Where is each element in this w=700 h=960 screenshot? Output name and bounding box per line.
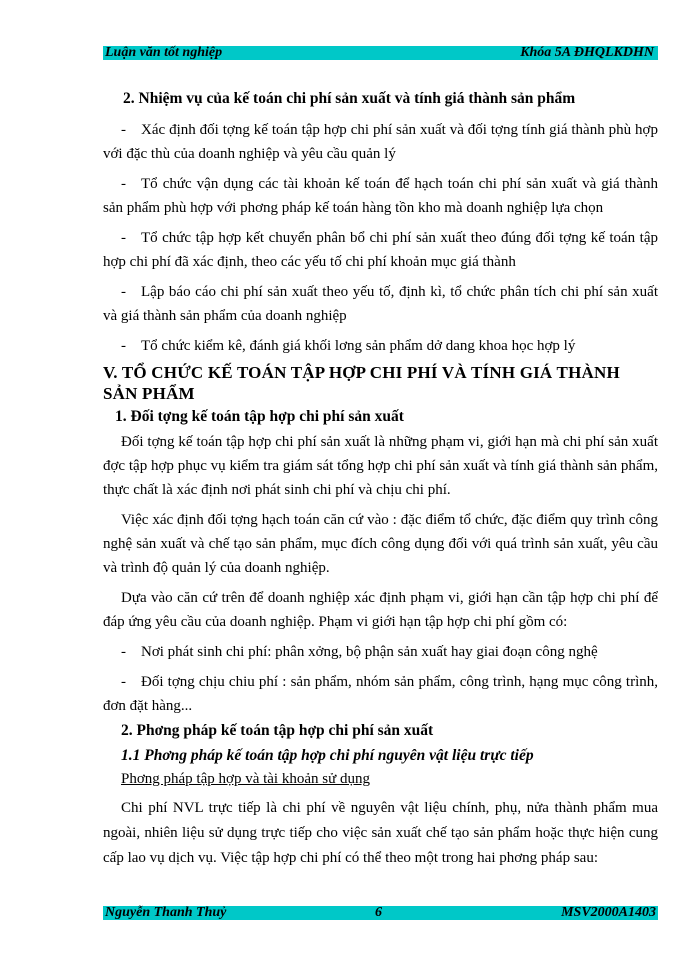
paragraph: Dựa vào căn cứ trên để doanh nghiệp xác định phạm vi, giới hạn cần tập hợp chi phí để đáp ứng yêu cầu của doanh nghiệp. Phạm vi giới hạn tập hợp chi phí gồm có: xyxy=(103,590,658,630)
heading-sub-2: 2. Phơng pháp kế toán tập hợp chi phí sản xuất xyxy=(121,722,434,739)
heading-sub-2-1: 1.1 Phơng pháp kế toán tập hợp chi phí nguyên vật liệu trực tiếp xyxy=(121,747,534,764)
underlined-title: Phơng pháp tập hợp và tài khoản sử dụng xyxy=(121,771,370,787)
bullet-item: - Tổ chức vận dụng các tài khoản kế toán để hạch toán chi phí sản xuất và giá thành sản phẩm phù hợp với phơng pháp kế toán hàng tồn kho mà doanh nghiệp lựa chọn xyxy=(103,172,658,220)
heading-chapter-v: V. TỔ CHỨC KẾ TOÁN TẬP HỢP CHI PHÍ VÀ TÍNH GIÁ THÀNH SẢN PHẨM xyxy=(103,363,620,403)
page-footer xyxy=(103,906,658,920)
footer-author: Nguyễn Thanh Thuỷ xyxy=(105,905,227,920)
bullet-item: - Xác định đối tợng kế toán tập hợp chi phí sản xuất và đối tợng tính giá thành phù hợp với đặc thù của doanh nghiệp và yêu cầu quản lý xyxy=(103,118,658,166)
bullet-item: - Tổ chức tập hợp kết chuyển phân bổ chi phí sản xuất theo đúng đối tợng kế toán tập hợp chi phí đã xác định, theo các yếu tố chi phí khoản mục giá thành xyxy=(103,226,658,274)
bullet-mark: - xyxy=(121,230,126,246)
bullet-mark: - xyxy=(121,674,126,690)
bullet-item: - Lập báo cáo chi phí sản xuất theo yếu tố, định kì, tổ chức phân tích chi phí sản xuất và giá thành sản phẩm của doanh nghiệp xyxy=(103,280,658,328)
footer-code: MSV2000A1403 xyxy=(561,905,656,920)
bullet-mark: - xyxy=(121,176,126,192)
heading-sub-1: 1. Đối tợng kế toán tập hợp chi phí sản xuất xyxy=(115,408,404,425)
paragraph: Việc xác định đối tợng hạch toán căn cứ vào : đặc điểm tổ chức, đặc điểm quy trình công nghệ sản xuất và chế tạo sản phẩm, mục đích công dụng đối với quá trình sản xuất, yêu cầu và trình độ quản lý của doanh nghiệp. xyxy=(103,512,658,576)
page-header xyxy=(103,46,658,60)
heading-section-2: 2. Nhiệm vụ của kế toán chi phí sản xuất và tính giá thành sản phẩm xyxy=(123,90,576,107)
footer-page-number: 6 xyxy=(375,905,382,920)
bullet-item: - Đối tợng chịu chiu phí : sản phẩm, nhóm sản phẩm, công trình, hạng mục công trình, đơn đặt hàng... xyxy=(103,670,658,718)
bullet-mark: - xyxy=(121,338,126,354)
bullet-mark: - xyxy=(121,122,126,138)
bullet-item: - Nơi phát sinh chi phí: phân xởng, bộ phận sản xuất hay giai đoạn công nghệ xyxy=(103,640,658,664)
header-right-text: Khóa 5A ĐHQLKDHN xyxy=(520,45,654,60)
bullet-mark: - xyxy=(121,644,126,660)
header-left-text: Luận văn tốt nghiệp xyxy=(105,45,223,60)
paragraph: Chi phí NVL trực tiếp là chi phí về nguyên vật liệu chính, phụ, nửa thành phẩm mua ngoài, nhiên liệu sử dụng trực tiếp cho việc sản xuất chế tạo sản phẩm hoặc thực hiện cung cấp lao vụ dịch vụ. Việc tập hợp chi phí có thể theo một trong hai phơng pháp sau: xyxy=(103,800,658,866)
document-body xyxy=(103,86,658,871)
paragraph: Đối tợng kế toán tập hợp chi phí sản xuất là những phạm vi, giới hạn mà chi phí sản xuất đợc tập hợp phục vụ kiểm tra giám sát tổng hợp chi phí sản xuất và tính giá thành sản phẩm, thực chất là xác định nơi phát sinh chi phí và chịu chi phí. xyxy=(103,434,658,498)
bullet-item: - Tổ chức kiểm kê, đánh giá khối lơng sản phẩm dở dang khoa học hợp lý xyxy=(103,334,658,358)
bullet-mark: - xyxy=(121,284,126,300)
